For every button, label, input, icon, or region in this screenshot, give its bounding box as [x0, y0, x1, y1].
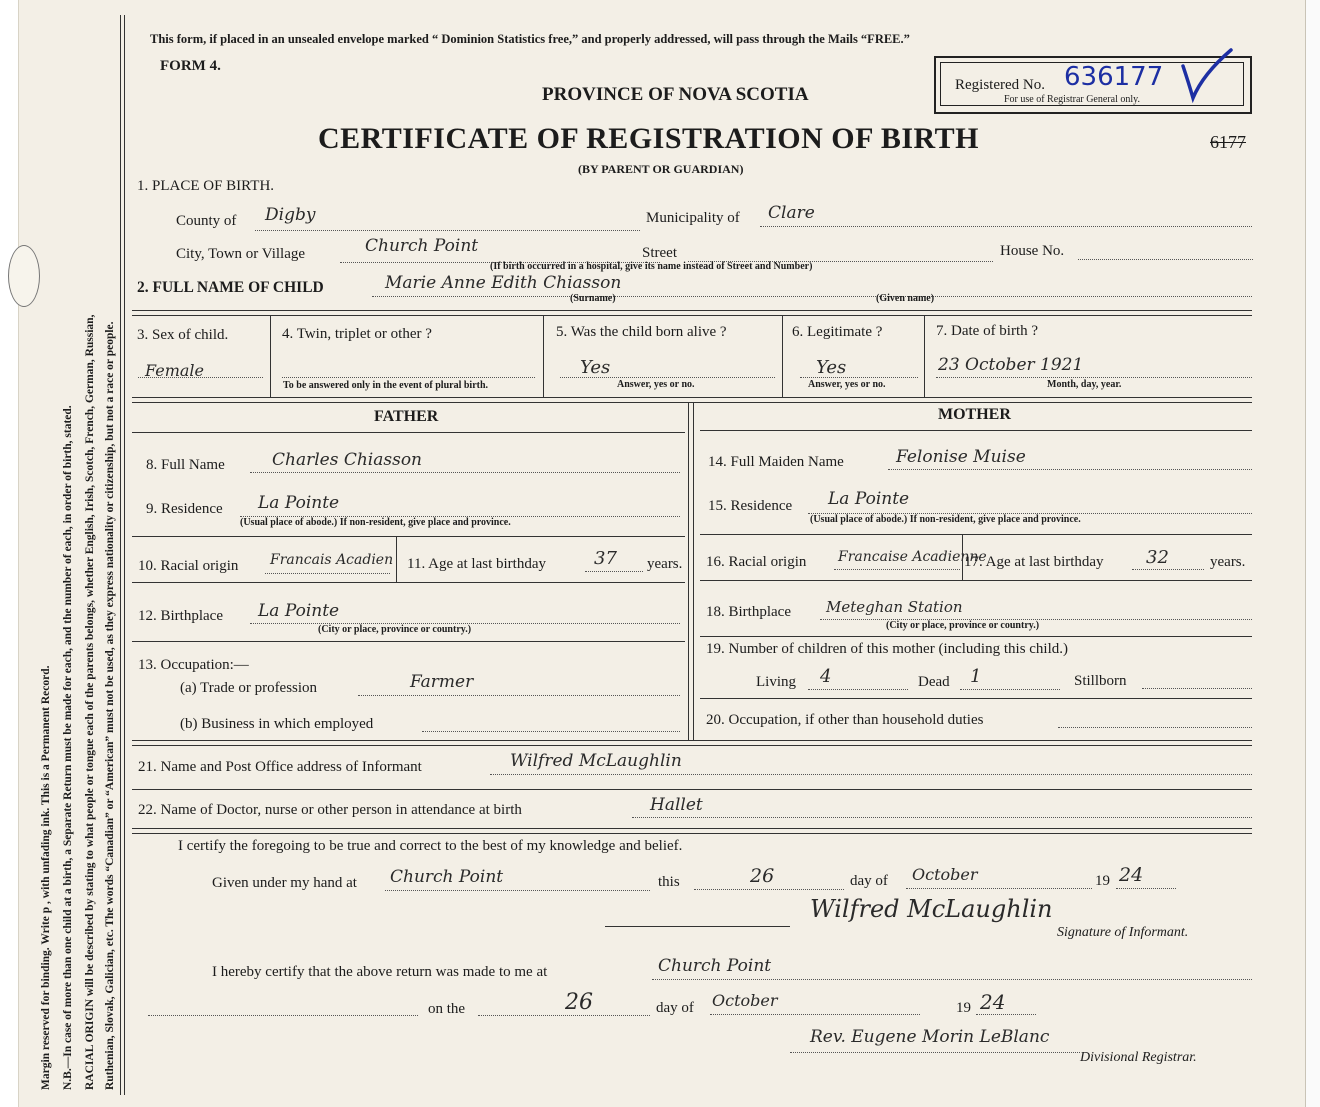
born-alive-value: Yes	[580, 357, 611, 378]
father-age-label: 11. Age at last birthday	[407, 556, 546, 572]
mail-notice: This form, if placed in an unsealed envelope marked “ Dominion Statistics free,” and properly addressed, will pass through the Mails “FREE.”	[150, 32, 910, 46]
form-number: FORM 4.	[160, 58, 221, 74]
doctor-label: 22. Name of Doctor, nurse or other person in attendance at birth	[138, 802, 522, 818]
registrar-statement: I hereby certify that the above return was made to me at	[212, 964, 548, 980]
child-name-value: Marie Anne Edith Chiasson	[385, 273, 622, 293]
municipality-value: Clare	[768, 203, 815, 223]
mother-birthplace-value: Meteghan Station	[826, 598, 963, 616]
dob-label: 7. Date of birth ?	[936, 323, 1039, 339]
sex-label: 3. Sex of child.	[137, 327, 229, 343]
checkmark-icon	[1175, 46, 1239, 104]
father-years-label: years.	[647, 556, 683, 572]
mother-birthplace-note: (City or place, province or country.)	[886, 620, 1040, 631]
given-year-suffix: 24	[1119, 864, 1144, 886]
father-name-value: Charles Chiasson	[272, 450, 423, 470]
legitimate-note: Answer, yes or no.	[808, 379, 886, 390]
given-name-note: (Given name)	[876, 293, 935, 304]
registrar-signature-caption: Divisional Registrar.	[1080, 1050, 1197, 1065]
legitimate-value: Yes	[816, 357, 847, 378]
divider	[132, 740, 1252, 746]
column-divider	[688, 403, 694, 741]
street-label: Street	[642, 245, 677, 261]
page-edge	[1305, 0, 1320, 1107]
legitimate-label: 6. Legitimate ?	[792, 324, 883, 340]
divider	[132, 828, 1252, 834]
house-number-label: House No.	[1000, 243, 1065, 259]
registered-number: 636177	[1064, 62, 1164, 92]
twin-note: To be answered only in the event of plural birth.	[283, 380, 489, 391]
place-of-birth-heading: 1. PLACE OF BIRTH.	[137, 178, 275, 194]
mother-racial-value: Francaise Acadienne	[838, 549, 987, 565]
margin-note-racial-origin: RACIAL ORIGIN will be described by stating to what people or tongue each of the parents belongs, whether English, Irish, Scotch, French, German, Russian,	[84, 314, 96, 1090]
hospital-note: (If birth occurred in a hospital, give its name instead of Street and Number)	[490, 261, 813, 272]
punch-hole	[8, 245, 40, 307]
father-birthplace-label: 12. Birthplace	[138, 608, 223, 624]
registrar-month: October	[712, 991, 778, 1010]
father-residence-label: 9. Residence	[146, 501, 223, 517]
father-business-label: (b) Business in which employed	[180, 716, 374, 732]
page-subtitle: (BY PARENT OR GUARDIAN)	[578, 162, 744, 176]
registrar-only-note: For use of Registrar General only.	[1004, 94, 1140, 105]
dead-label: Dead	[918, 674, 950, 690]
child-name-label: 2. FULL NAME OF CHILD	[137, 279, 324, 296]
mother-residence-label: 15. Residence	[708, 498, 793, 514]
stillborn-label: Stillborn	[1074, 673, 1127, 689]
father-heading: FATHER	[374, 408, 439, 425]
margin-rule-inner	[124, 15, 125, 1095]
mother-age-label: 17. Age at last birthday	[964, 554, 1104, 570]
given-month: October	[912, 865, 978, 884]
city-label: City, Town or Village	[176, 246, 306, 262]
page-title: CERTIFICATE OF REGISTRATION OF BIRTH	[318, 122, 979, 155]
registrar-day-of-label: day of	[656, 1000, 694, 1016]
mother-name-value: Felonise Muise	[896, 447, 1026, 467]
city-value: Church Point	[365, 236, 479, 256]
certification-statement: I certify the foregoing to be true and correct to the best of my knowledge and belief.	[178, 838, 683, 854]
father-birthplace-note: (City or place, province or country.)	[318, 624, 472, 635]
mother-heading: MOTHER	[938, 406, 1011, 423]
born-alive-note: Answer, yes or no.	[617, 379, 695, 390]
county-value: Digby	[265, 205, 316, 225]
registrar-year-suffix: 24	[980, 990, 1006, 1014]
mother-residence-value: La Pointe	[828, 489, 910, 509]
registrar-signature: Rev. Eugene Morin LeBlanc	[810, 1027, 1050, 1047]
informant-signature-caption: Signature of Informant.	[1057, 925, 1189, 940]
province-heading: PROVINCE OF NOVA SCOTIA	[542, 84, 809, 105]
registrar-place: Church Point	[658, 956, 772, 976]
county-label: County of	[176, 213, 237, 229]
mother-name-label: 14. Full Maiden Name	[708, 454, 844, 470]
father-trade-value: Farmer	[410, 672, 474, 692]
given-place: Church Point	[390, 867, 504, 887]
father-residence-value: La Pointe	[258, 493, 340, 513]
margin-rule	[120, 15, 121, 1095]
surname-note: (Surname)	[570, 293, 616, 304]
living-label: Living	[756, 674, 796, 690]
binding-margin	[0, 0, 19, 1107]
informant-value: Wilfred McLaughlin	[510, 751, 682, 771]
doctor-value: Hallet	[650, 795, 703, 815]
mother-birthplace-label: 18. Birthplace	[706, 604, 791, 620]
father-racial-label: 10. Racial origin	[138, 558, 239, 574]
father-residence-note: (Usual place of abode.) If non-resident, give place and province.	[240, 517, 511, 528]
registered-label: Registered No.	[955, 77, 1045, 93]
mother-age-value: 32	[1146, 547, 1169, 568]
given-year-prefix: 19	[1095, 873, 1110, 889]
given-day: 26	[750, 865, 775, 887]
father-racial-value: Francais Acadien	[270, 552, 394, 568]
dob-value: 23 October 1921	[938, 355, 1084, 375]
father-occupation-label: 13. Occupation:—	[138, 657, 249, 673]
given-label: Given under my hand at	[212, 875, 357, 891]
municipality-label: Municipality of	[646, 210, 740, 226]
twin-label: 4. Twin, triplet or other ?	[282, 326, 432, 342]
mother-years-label: years.	[1210, 554, 1246, 570]
mother-children-label: 19. Number of children of this mother (including this child.)	[706, 641, 1069, 657]
divider	[132, 310, 1252, 316]
margin-note-nationality: Ruthenian, Slovak, Galician, etc. The words “Canadian” or “American” must not be used, as they express nationality or citizenship, but not a race or people.	[104, 321, 116, 1090]
mother-occupation-label: 20. Occupation, if other than household duties	[706, 712, 984, 728]
sex-value: Female	[145, 361, 204, 380]
mother-racial-label: 16. Racial origin	[706, 554, 807, 570]
crossed-number: 6177	[1210, 132, 1246, 152]
on-the-label: on the	[428, 1001, 466, 1017]
father-age-value: 37	[594, 548, 617, 569]
informant-label: 21. Name and Post Office address of Informant	[138, 759, 422, 775]
father-name-label: 8. Full Name	[146, 457, 225, 473]
living-value: 4	[820, 666, 832, 687]
given-day-of-label: day of	[850, 873, 888, 889]
registrar-day: 26	[565, 990, 593, 1015]
dob-note: Month, day, year.	[1047, 379, 1122, 390]
father-birthplace-value: La Pointe	[258, 601, 340, 621]
mother-residence-note: (Usual place of abode.) If non-resident, give place and province.	[810, 514, 1081, 525]
dead-value: 1	[970, 666, 982, 687]
registrar-year-prefix: 19	[956, 1000, 971, 1016]
born-alive-label: 5. Was the child born alive ?	[556, 324, 727, 340]
informant-signature: Wilfred McLaughlin	[810, 895, 1053, 923]
father-trade-label: (a) Trade or profession	[180, 680, 318, 696]
margin-note-binding: Margin reserved for binding. Write p , with unfading ink. This is a Permanent Record.	[40, 665, 52, 1090]
margin-note-multiple-births: N.B.—In case of more than one child at a birth, a Separate Return must be made for each, and the number of each, in order of birth, stated.	[62, 405, 74, 1090]
this-label: this	[658, 874, 680, 890]
